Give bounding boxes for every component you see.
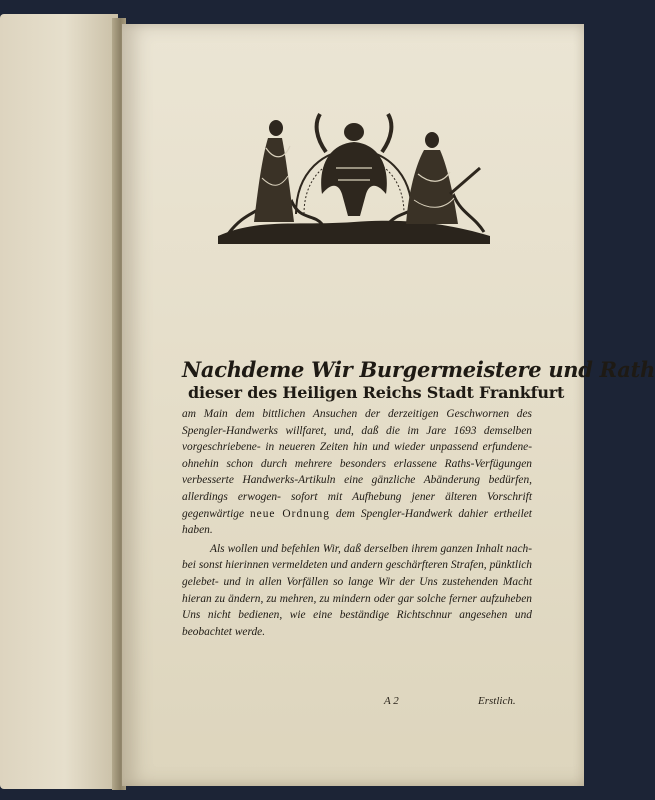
paragraph-1-part-b: dem Spengler-Handwerk dahier ertheilet haben.	[182, 507, 532, 537]
heading-line-2: dieser des Heiligen Reichs Stadt Frankfurt	[188, 383, 565, 402]
paragraph-1	[182, 406, 532, 539]
paragraph-2: Als wollen und befehlen Wir, daß derselben ihrem ganzen Inhalt nach- bei sonst hierinnen vermeldeten und andern geschärfteren Strafen, pünktlich gelebet- und in allen Vorfällen so lange Wir der Uns zustehenden Macht hieran zu ändern, zu mehren, zu mindern oder gar solche ferner aufzuheben Uns nicht bedienen, wie eine beständige Richtschnur angesehen und beobachtet werde.	[182, 542, 532, 638]
paragraph-1-spaced: neue Ordnung	[249, 507, 330, 520]
heading-line-1: Nachdeme Wir Burgermeistere und Rath	[182, 357, 655, 382]
catchword: Erstlich.	[478, 695, 516, 707]
paragraph-1-part-a: am Main dem bittlichen Ansuchen der derzeitigen Geschwornen des Spengler-Handwerks willfaret, und, daß die im Jare 1693 demselben vorgeschriebene- in neueren Zeiten hin und wieder unpassend erfundene- ohnehin schon durch mehrere besonders erlassene Raths-Verfügungen verbesserte Handwerks-Artikuln eine gänzliche Abänderung bedürfen, allerdings erwogen- sofort mit Aufhebung jener älteren Vorschrift gegenwärtige	[182, 408, 532, 520]
signature-mark: A 2	[384, 695, 399, 707]
left-page	[0, 14, 118, 789]
ordinance-text	[182, 357, 655, 640]
heraldic-vignette	[218, 98, 490, 248]
